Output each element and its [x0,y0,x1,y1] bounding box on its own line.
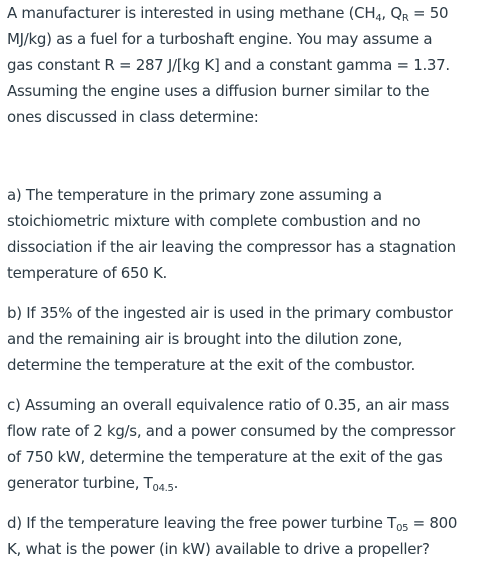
part-c-line-1: c) Assuming an overall equivalence ratio of 0.35, an air mass [7,396,450,414]
intro-text: , Q [381,4,402,22]
part-d-line-1 [7,510,481,536]
part-b-line-2: and the remaining air is brought into the dilution zone, [7,330,403,348]
part-c-text: . [173,474,179,492]
part-b-line-3: determine the temperature at the exit of the combustor. [7,356,415,374]
intro-text: = 50 [408,4,449,22]
part-d-text: d) If the temperature leaving the free power turbine T [7,514,397,532]
part-c-line-4 [7,470,481,496]
turbine-station-subscript: 04.5 [152,483,174,494]
intro-paragraph [7,0,481,130]
part-d-paragraph [7,510,481,562]
part-a-line-4: temperature of 650 K. [7,264,167,282]
intro-text: A manufacturer is interested in using methane (CH [7,4,376,22]
intro-line-4: Assuming the engine uses a diffusion burner similar to the [7,82,430,100]
intro-line-3: gas constant R = 287 J/[kg K] and a constant gamma = 1.37. [7,56,450,74]
part-c-line-3: of 750 kW, determine the temperature at the exit of the gas [7,448,443,466]
intro-line-5: ones discussed in class determine: [7,108,259,126]
part-c-line-2: flow rate of 2 kg/s, and a power consumed by the compressor [7,422,455,440]
heating-value-subscript: R [401,13,409,24]
part-b-line-1: b) If 35% of the ingested air is used in the primary combustor [7,304,453,322]
part-a-line-1: a) The temperature in the primary zone assuming a [7,186,382,204]
part-c-text: generator turbine, T [7,474,153,492]
part-d-line-2: K, what is the power (in kW) available to drive a propeller? [7,540,430,558]
part-b-paragraph [7,300,481,378]
part-d-text: = 800 [408,514,458,532]
power-turbine-subscript: 05 [396,523,409,534]
part-c-paragraph [7,392,481,496]
methane-subscript: 4 [375,13,382,24]
part-a-line-3: dissociation if the air leaving the compressor has a stagnation [7,238,456,256]
intro-line-2: MJ/kg) as a fuel for a turboshaft engine. You may assume a [7,30,433,48]
part-a-line-2: stoichiometric mixture with complete combustion and no [7,212,421,230]
intro-line-1 [7,0,481,26]
part-a-paragraph [7,182,481,286]
